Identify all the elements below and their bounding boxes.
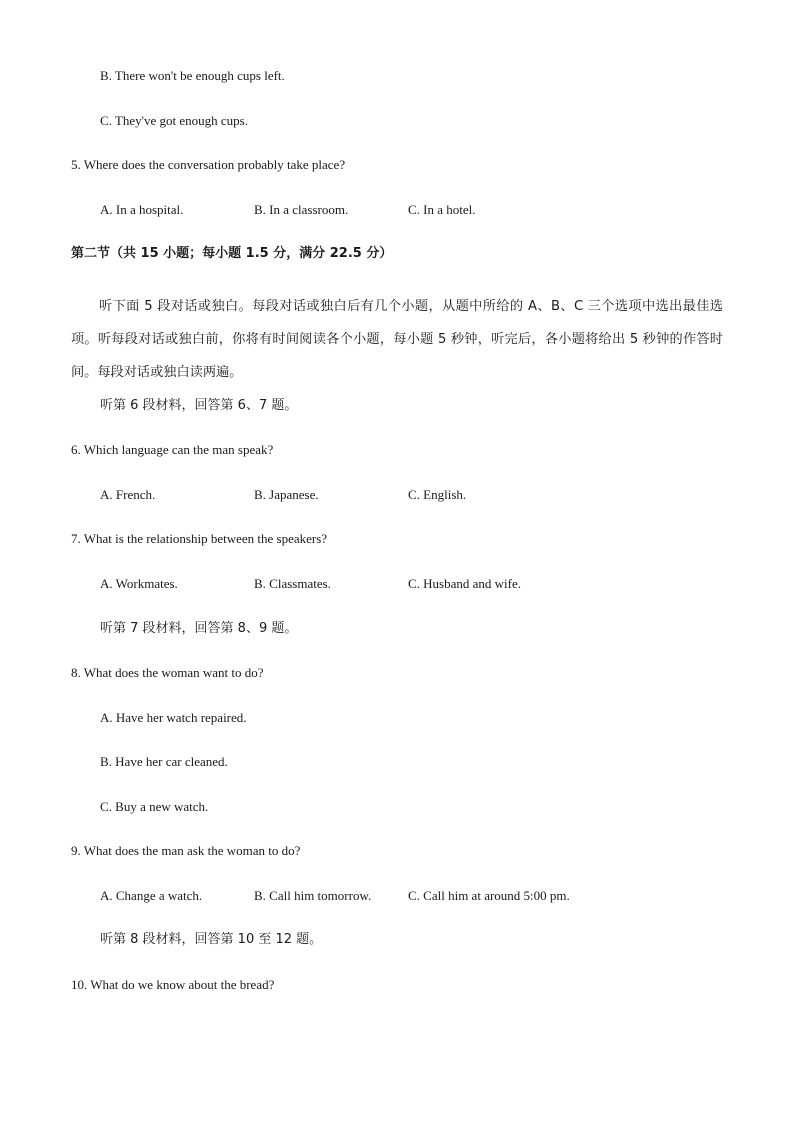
q7-option-b: B. Classmates. xyxy=(254,576,331,591)
q8-option-c: C. Buy a new watch. xyxy=(100,799,209,814)
material-6-label: 听第 6 段材料，回答第 6、7 题。 xyxy=(100,398,298,413)
q6-option-a: A. French. xyxy=(100,487,156,502)
q7-question: 7. What is the relationship between the speakers? xyxy=(71,531,328,546)
q5-option-c: C. In a hotel. xyxy=(408,202,476,217)
q4-option-b: B. There won't be enough cups left. xyxy=(100,68,285,83)
q8-option-b: B. Have her car cleaned. xyxy=(100,754,228,769)
material-8-label: 听第 8 段材料，回答第 10 至 12 题。 xyxy=(100,932,323,947)
material-7-label: 听第 7 段材料，回答第 8、9 题。 xyxy=(100,621,298,636)
section-instructions: 听下面 5 段对话或独白。每段对话或独白后有几个小题，从题中所给的 A、B、C 三个选项中选出最佳选项。听每段对话或独白前，你将有时间阅读各个小题，每小题 5 秒钟，听完后，各小题将给出 5 秒钟的作答时间。每段对话或独白读两遍。 xyxy=(71,299,723,380)
q4-option-c: C. They've got enough cups. xyxy=(100,113,248,128)
q10-question: 10. What do we know about the bread? xyxy=(71,977,275,992)
section-heading: 第二节（共 15 小题；每小题 1.5 分，满分 22.5 分） xyxy=(71,246,393,261)
q6-option-b: B. Japanese. xyxy=(254,487,319,502)
q5-option-a: A. In a hospital. xyxy=(100,202,184,217)
q9-option-b: B. Call him tomorrow. xyxy=(254,888,372,903)
q7-option-a: A. Workmates. xyxy=(100,576,178,591)
q8-option-a: A. Have her watch repaired. xyxy=(100,710,247,725)
q8-question: 8. What does the woman want to do? xyxy=(71,665,264,680)
q6-question: 6. Which language can the man speak? xyxy=(71,442,274,457)
q9-option-c: C. Call him at around 5:00 pm. xyxy=(408,888,570,903)
q5-question: 5. Where does the conversation probably take place? xyxy=(71,157,346,172)
q7-option-c: C. Husband and wife. xyxy=(408,576,522,591)
q9-option-a: A. Change a watch. xyxy=(100,888,203,903)
q5-option-b: B. In a classroom. xyxy=(254,202,349,217)
q9-question: 9. What does the man ask the woman to do? xyxy=(71,843,301,858)
q6-option-c: C. English. xyxy=(408,487,467,502)
